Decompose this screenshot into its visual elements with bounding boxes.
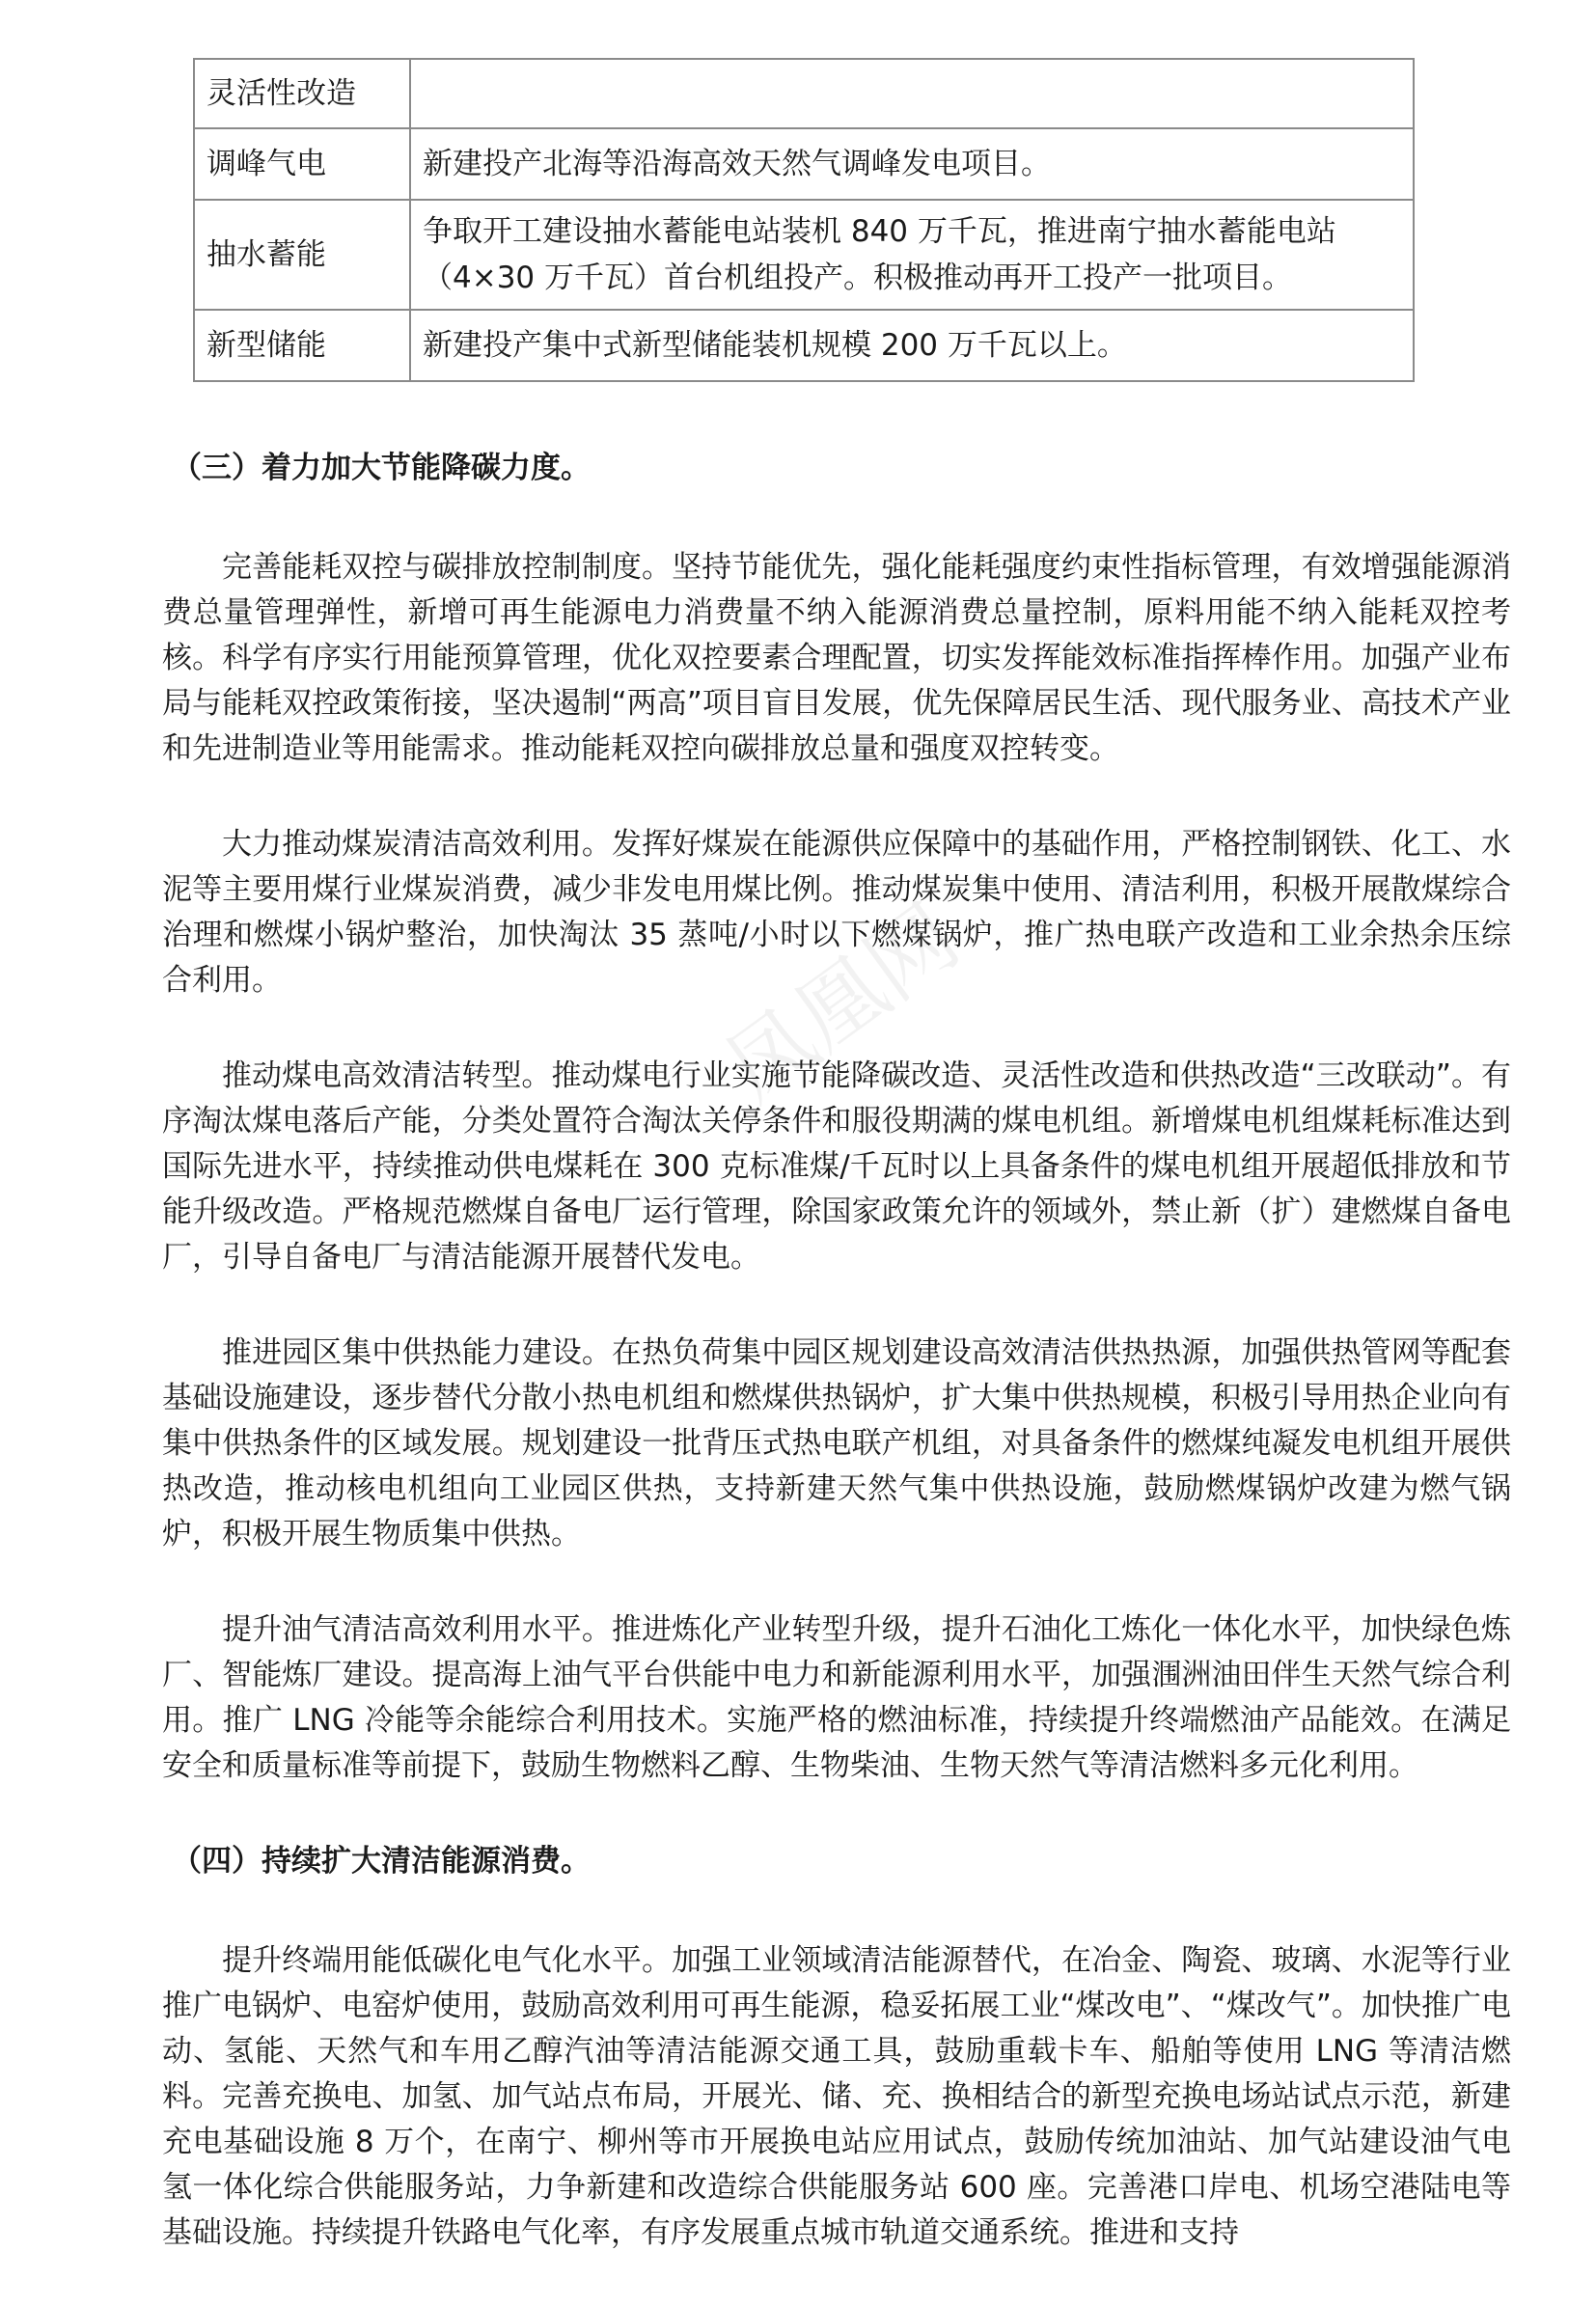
table-row [194, 200, 1414, 310]
table-row [194, 128, 1414, 200]
table-row [194, 310, 1414, 381]
table-cell-text [410, 59, 1414, 128]
table-cell-text: 争取开工建设抽水蓄能电站装机 840 万千瓦，推进南宁抽水蓄能电站（4×30 万千瓦）首台机组投产。积极推动再开工投产一批项目。 [410, 200, 1414, 310]
watermark: 凤凰网 [706, 886, 977, 1121]
section-heading: （四）持续扩大清洁能源消费。 [172, 1844, 591, 1879]
program-table [193, 58, 1415, 382]
table-cell-text: 新建投产北海等沿海高效天然气调峰发电项目。 [410, 128, 1414, 200]
section-heading: （三）着力加大节能降碳力度。 [172, 451, 591, 485]
table-cell-label: 新型储能 [194, 310, 410, 381]
paragraph: 推动煤电高效清洁转型。推动煤电行业实施节能降碳改造、灵活性改造和供热改造“三改联动”。有序淘汰煤电落后产能，分类处置符合淘汰关停条件和服役期满的煤电机组。新增煤电机组煤耗标准达到国际先进水平，持续推动供电煤耗在 300 克标准煤/千瓦时以上具备条件的煤电机组开展超低排放和节能升级改造。严格规范燃煤自备电厂运行管理，除国家政策允许的领域外，禁止新（扩）建燃煤自备电厂，引导自备电厂与清洁能源开展替代发电。 [162, 1058, 1511, 1275]
table-cell-text: 新建投产集中式新型储能装机规模 200 万千瓦以上。 [410, 310, 1414, 381]
paragraph: 提升油气清洁高效利用水平。推进炼化产业转型升级，提升石油化工炼化一体化水平，加快绿色炼厂、智能炼厂建设。提高海上油气平台供能中电力和新能源利用水平，加强涠洲油田伴生天然气综合利用。推广 LNG 冷能等余能综合利用技术。实施严格的燃油标准，持续提升终端燃油产品能效。在满足安全和质量标准等前提下，鼓励生物燃料乙醇、生物柴油、生物天然气等清洁燃料多元化利用。 [162, 1612, 1511, 1783]
paragraph: 提升终端用能低碳化电气化水平。加强工业领域清洁能源替代，在冶金、陶瓷、玻璃、水泥等行业推广电锅炉、电窑炉使用，鼓励高效利用可再生能源，稳妥拓展工业“煤改电”、“煤改气”。加快推广电动、氢能、天然气和车用乙醇汽油等清洁能源交通工具，鼓励重载卡车、船舶等使用 LNG 等清洁燃料。完善充换电、加氢、加气站点布局，开展光、储、充、换相结合的新型充换电场站试点示范，新建充电基础设施 8 万个，在南宁、柳州等市开展换电站应用试点，鼓励传统加油站、加气站建设油气电氢一体化综合供能服务站，力争新建和改造综合供能服务站 600 座。完善港口岸电、机场空港陆电等基础设施。持续提升铁路电气化率，有序发展重点城市轨道交通系统。推进和支持 [162, 1943, 1511, 2250]
document-body [162, 446, 1511, 2306]
table-row [194, 59, 1414, 128]
paragraph: 推进园区集中供热能力建设。在热负荷集中园区规划建设高效清洁供热热源，加强供热管网等配套基础设施建设，逐步替代分散小热电机组和燃煤供热锅炉，扩大集中供热规模，积极引导用热企业向有集中供热条件的区域发展。规划建设一批背压式热电联产机组，对具备条件的燃煤纯凝发电机组开展供热改造，推动核电机组向工业园区供热，支持新建天然气集中供热设施，鼓励燃煤锅炉改建为燃气锅炉，积极开展生物质集中供热。 [162, 1335, 1511, 1551]
table-cell-label: 抽水蓄能 [194, 200, 410, 310]
paragraph: 完善能耗双控与碳排放控制制度。坚持节能优先，强化能耗强度约束性指标管理，有效增强能源消费总量管理弹性，新增可再生能源电力消费量不纳入能源消费总量控制，原料用能不纳入能耗双控考核。科学有序实行用能预算管理，优化双控要素合理配置，切实发挥能效标准指挥棒作用。加强产业布局与能耗双控政策衔接，坚决遏制“两高”项目盲目发展，优先保障居民生活、现代服务业、高技术产业和先进制造业等用能需求。推动能耗双控向碳排放总量和强度双控转变。 [162, 550, 1511, 766]
table-cell-label: 灵活性改造 [194, 59, 410, 128]
table-cell-label: 调峰气电 [194, 128, 410, 200]
paragraph: 大力推动煤炭清洁高效利用。发挥好煤炭在能源供应保障中的基础作用，严格控制钢铁、化工、水泥等主要用煤行业煤炭消费，减少非发电用煤比例。推动煤炭集中使用、清洁利用，积极开展散煤综合治理和燃煤小锅炉整治，加快淘汰 35 蒸吨/小时以下燃煤锅炉，推广热电联产改造和工业余热余压综合利用。 [162, 827, 1511, 998]
